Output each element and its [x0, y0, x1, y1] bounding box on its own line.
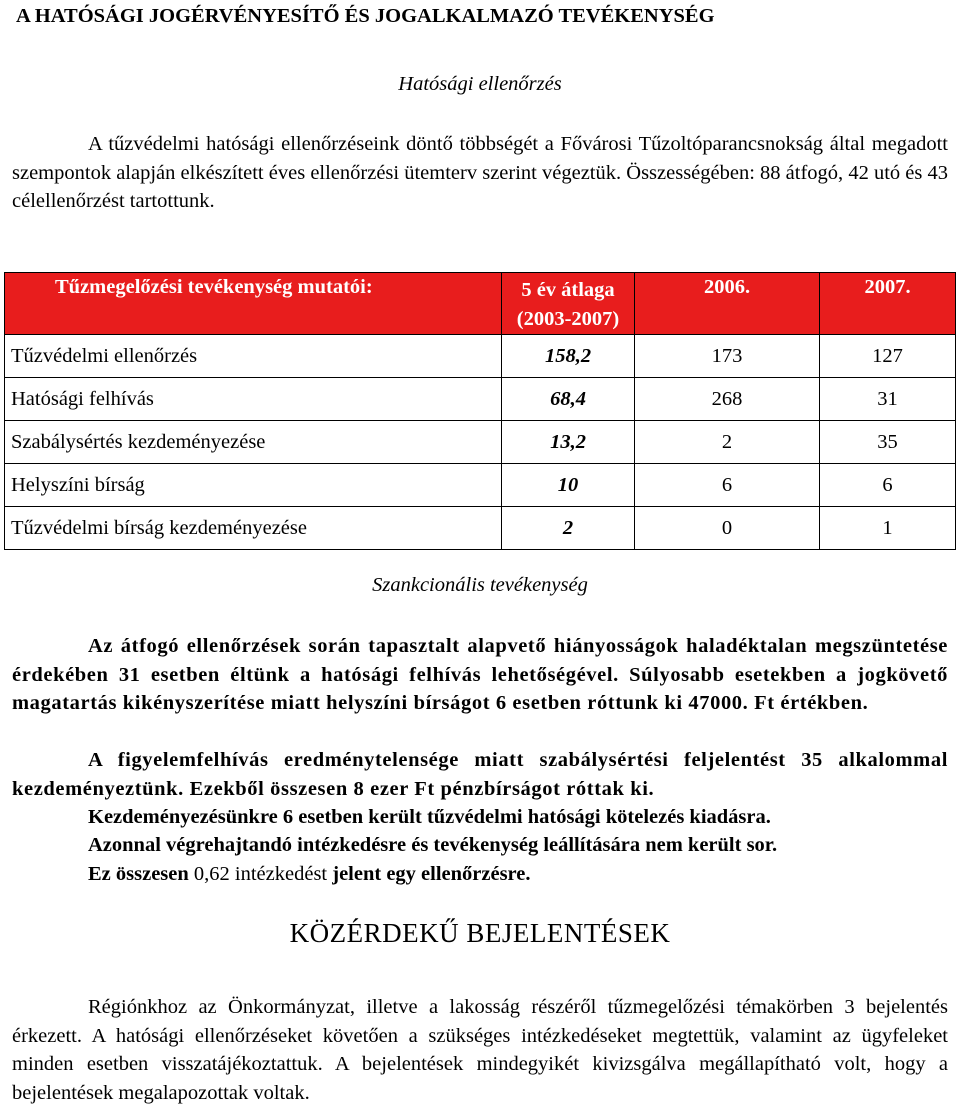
- table-row: [5, 507, 956, 550]
- header-average-period: (2003-2007): [516, 308, 620, 330]
- fire-prevention-table: [4, 272, 956, 550]
- sanctions-paragraph-3: Kezdeményezésünkre 6 esetben került tűzvédelmi hatósági kötelezés kiadásra.: [88, 806, 771, 828]
- table-row: [5, 464, 956, 507]
- row-average: 68,4: [502, 378, 635, 421]
- row-label: Tűzvédelmi bírság kezdeményezése: [5, 507, 502, 550]
- row-label: Tűzvédelmi ellenőrzés: [5, 335, 502, 378]
- sanctions-paragraph-1: Az átfogó ellenőrzések során tapasztalt alapvető hiányosságok haladéktalan megszüntetése érdekében 31 esetben éltünk a hatósági felhívás lehetőségével. Súlyosabb esetekben a jogkövető magatartás kikényszerítése miatt helyszíni bírságot 6 esetben róttunk ki 47000. Ft értékben.: [12, 635, 948, 714]
- row-average: 158,2: [502, 335, 635, 378]
- header-indicator: Tűzmegelőzési tevékenység mutatói:: [5, 273, 502, 335]
- public-reports-paragraph: Régiónkhoz az Önkormányzat, illetve a lakosság részéről tűzmegelőzési témakörben 3 bejelentés érkezett. A hatósági ellenőrzéseket követően a szükséges intézkedéseket megtettük, valamint az ügyfeleket minden esetben visszatájékoztattuk. A bejelentések mindegyikét kivizsgálva megállapítható volt, hogy a bejelentések megalapozottak voltak.: [12, 996, 948, 1104]
- row-average: 2: [502, 507, 635, 550]
- row-2007: 31: [820, 378, 956, 421]
- ratio-prefix: Ez összesen: [88, 863, 189, 885]
- row-2006: 6: [635, 464, 820, 507]
- row-label: Szabálysértés kezdeményezése: [5, 421, 502, 464]
- header-2006: 2006.: [635, 273, 820, 335]
- row-2007: 127: [820, 335, 956, 378]
- row-2006: 2: [635, 421, 820, 464]
- row-2006: 0: [635, 507, 820, 550]
- sanctions-paragraph-4: Azonnal végrehajtandó intézkedésre és tevékenység leállítására nem került sor.: [88, 834, 778, 856]
- table-header-row: [5, 273, 956, 335]
- table-row: [5, 421, 956, 464]
- row-2007: 6: [820, 464, 956, 507]
- row-2007: 1: [820, 507, 956, 550]
- table-row: [5, 378, 956, 421]
- header-2007: 2007.: [820, 273, 956, 335]
- header-average: [502, 273, 635, 335]
- table-row: [5, 335, 956, 378]
- page-title: A HATÓSÁGI JOGÉRVÉNYESÍTŐ ÉS JOGALKALMAZÓ TEVÉKENYSÉG: [16, 5, 715, 27]
- sanctions-paragraph-5: [12, 860, 948, 889]
- sanctions-paragraph-2: A figyelemfelhívás eredménytelensége miatt szabálysértési feljelentést 35 alkalommal kezdeményeztünk. Ezekből összesen 8 ezer Ft pénzbírságot róttak ki.: [12, 749, 948, 800]
- row-2006: 173: [635, 335, 820, 378]
- inspection-paragraph: A tűzvédelmi hatósági ellenőrzéseink döntő többségét a Fővárosi Tűzoltóparancsnokság által megadott szempontok alapján elkészített éves ellenőrzési ütemterv szerint végeztük. Összességében: 88 átfogó, 42 utó és 43 célellenőrzést tartottunk.: [12, 133, 948, 212]
- row-label: Hatósági felhívás: [5, 378, 502, 421]
- row-average: 10: [502, 464, 635, 507]
- section-subtitle-sanctions: Szankcionális tevékenység: [372, 574, 588, 596]
- public-reports-heading: KÖZÉRDEKŰ BEJELENTÉSEK: [289, 918, 671, 948]
- header-average-label: 5 év átlaga: [521, 279, 615, 301]
- section-subtitle-inspection: Hatósági ellenőrzés: [398, 73, 562, 95]
- ratio-value: 0,62 intézkedést: [188, 863, 333, 885]
- row-label: Helyszíni bírság: [5, 464, 502, 507]
- row-average: 13,2: [502, 421, 635, 464]
- ratio-suffix: jelent egy ellenőrzésre.: [332, 863, 531, 885]
- row-2007: 35: [820, 421, 956, 464]
- row-2006: 268: [635, 378, 820, 421]
